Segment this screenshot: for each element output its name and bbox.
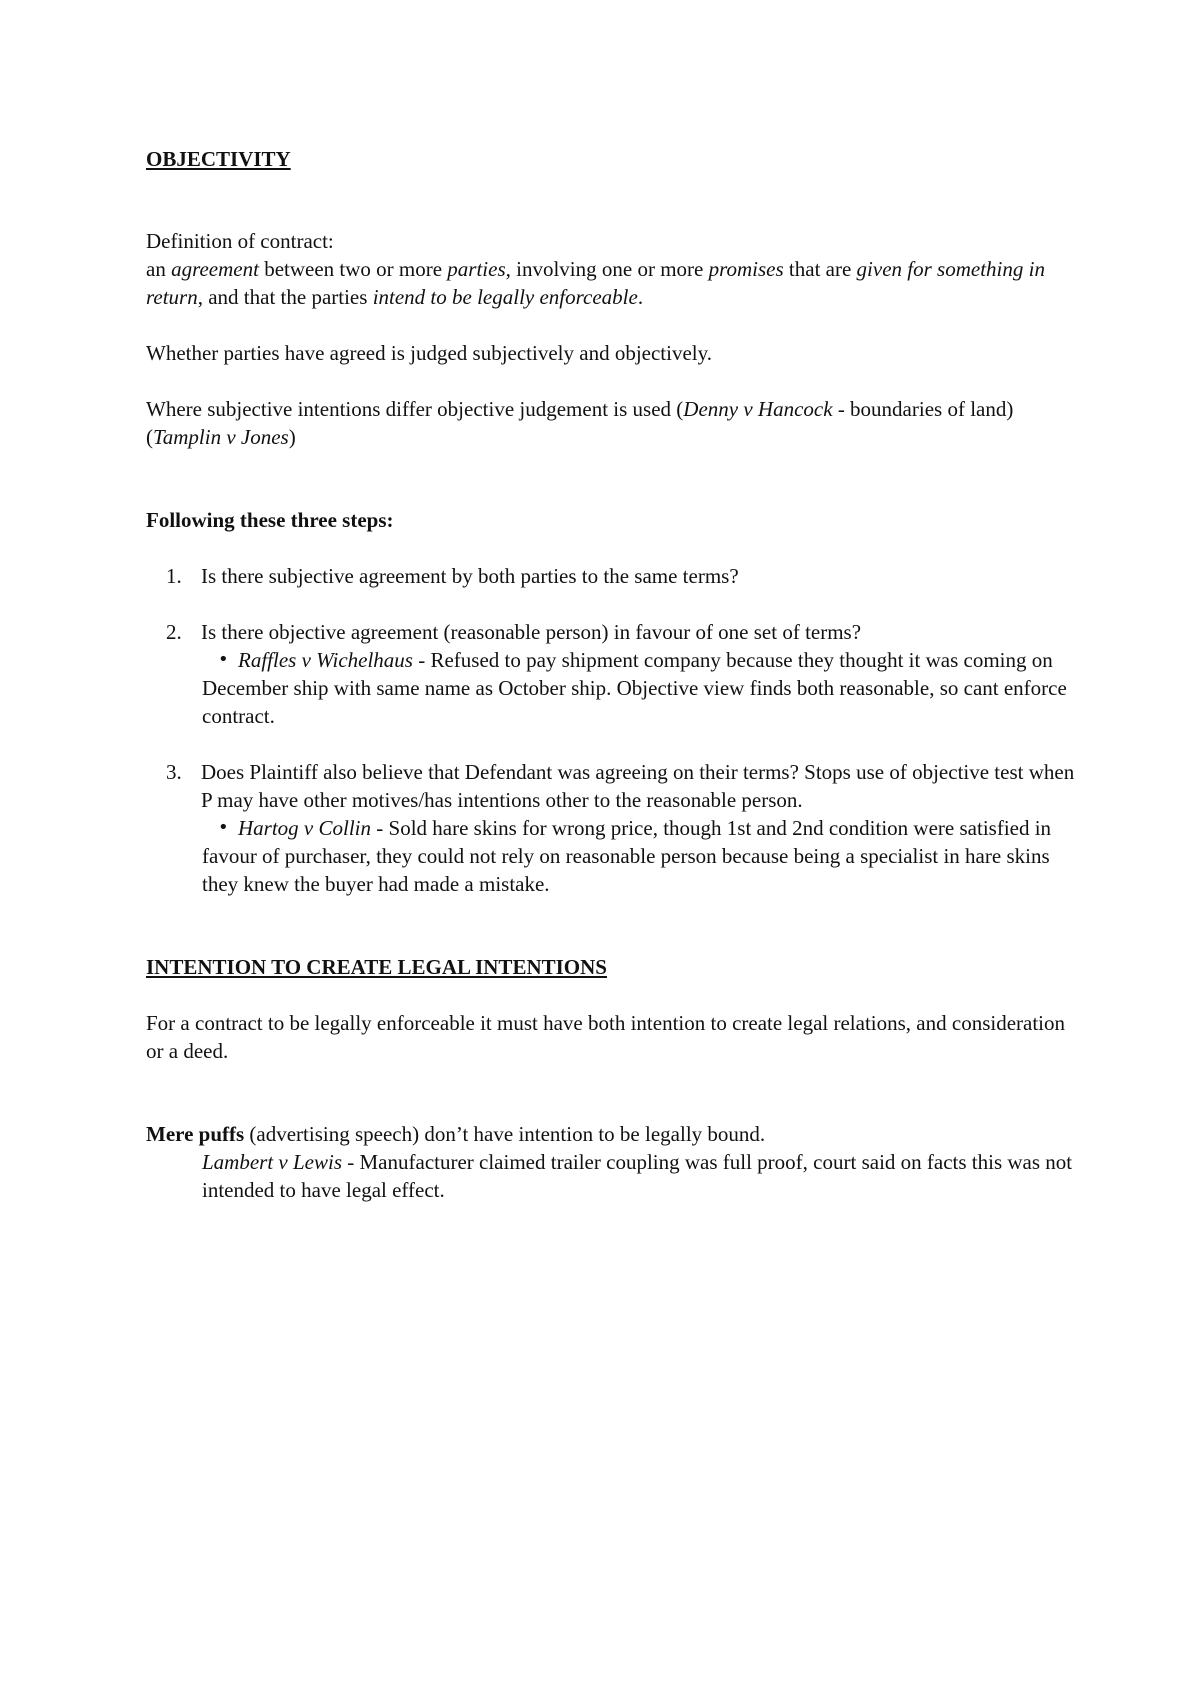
- step-text: Is there subjective agreement by both parties to the same terms?: [201, 564, 739, 588]
- document-page: [146, 145, 1086, 1204]
- steps-list: [146, 758, 1086, 814]
- bullet-icon: •: [218, 649, 229, 670]
- step-3: [146, 758, 1086, 814]
- steps-list: [146, 562, 1086, 590]
- step-2: [146, 618, 1086, 646]
- case-name: Lambert v Lewis: [202, 1150, 343, 1174]
- case-lambert-v-lewis: Lambert v Lewis - Manufacturer claimed trailer coupling was full proof, court said on facts this was not intended to have legal effect.: [202, 1150, 1073, 1202]
- steps-list: [146, 618, 1086, 646]
- case-name: Raffles v Wichelhaus: [238, 648, 413, 672]
- definition-label: Definition of contract:: [146, 229, 334, 253]
- bullet-icon: •: [218, 817, 229, 838]
- intention-intro: For a contract to be legally enforceable it must have both intention to create legal relations, and consideration or a deed.: [146, 1011, 1066, 1063]
- subjective-intentions-line: Where subjective intentions differ objective judgement is used (Denny v Hancock - boundaries of land) (Tamplin v Jones): [146, 397, 1014, 449]
- case-tamplin-v-jones: Tamplin v Jones: [153, 425, 289, 449]
- step-text: Does Plaintiff also believe that Defendant was agreeing on their terms? Stops use of objective test when P may have other motives/has intentions other to the reasonable person.: [201, 760, 1075, 812]
- intention-heading: INTENTION TO CREATE LEGAL INTENTIONS: [146, 955, 607, 979]
- mere-puffs-line: Mere puffs (advertising speech) don’t have intention to be legally bound.: [146, 1122, 766, 1146]
- definition-text: an agreement between two or more parties, involving one or more promises that are given for something in return, and that the parties intend to be legally enforceable.: [146, 257, 1045, 309]
- step-number: 2.: [166, 620, 182, 644]
- step-number: 1.: [166, 564, 182, 588]
- case-denny-v-hancock: Denny v Hancock: [683, 397, 833, 421]
- steps-heading: Following these three steps:: [146, 508, 394, 532]
- agreed-line: Whether parties have agreed is judged subjectively and objectively.: [146, 341, 713, 365]
- step-1: [146, 562, 1086, 590]
- case-name: Hartog v Collin: [238, 816, 372, 840]
- bullet-raffles-v-wichelhaus: • Raffles v Wichelhaus - Refused to pay shipment company because they thought it was coming on December ship with same name as October ship. Objective view finds both reasonable, so cant enforce contract.: [202, 648, 1067, 728]
- step-number: 3.: [166, 760, 182, 784]
- objectivity-heading: OBJECTIVITY: [146, 147, 291, 171]
- bullet-hartog-v-collin: • Hartog v Collin - Sold hare skins for wrong price, though 1st and 2nd condition were satisfied in favour of purchaser, they could not rely on reasonable person because being a specialist in hare skins they knew the buyer had made a mistake.: [202, 816, 1052, 896]
- step-text: Is there objective agreement (reasonable person) in favour of one set of terms?: [201, 620, 862, 644]
